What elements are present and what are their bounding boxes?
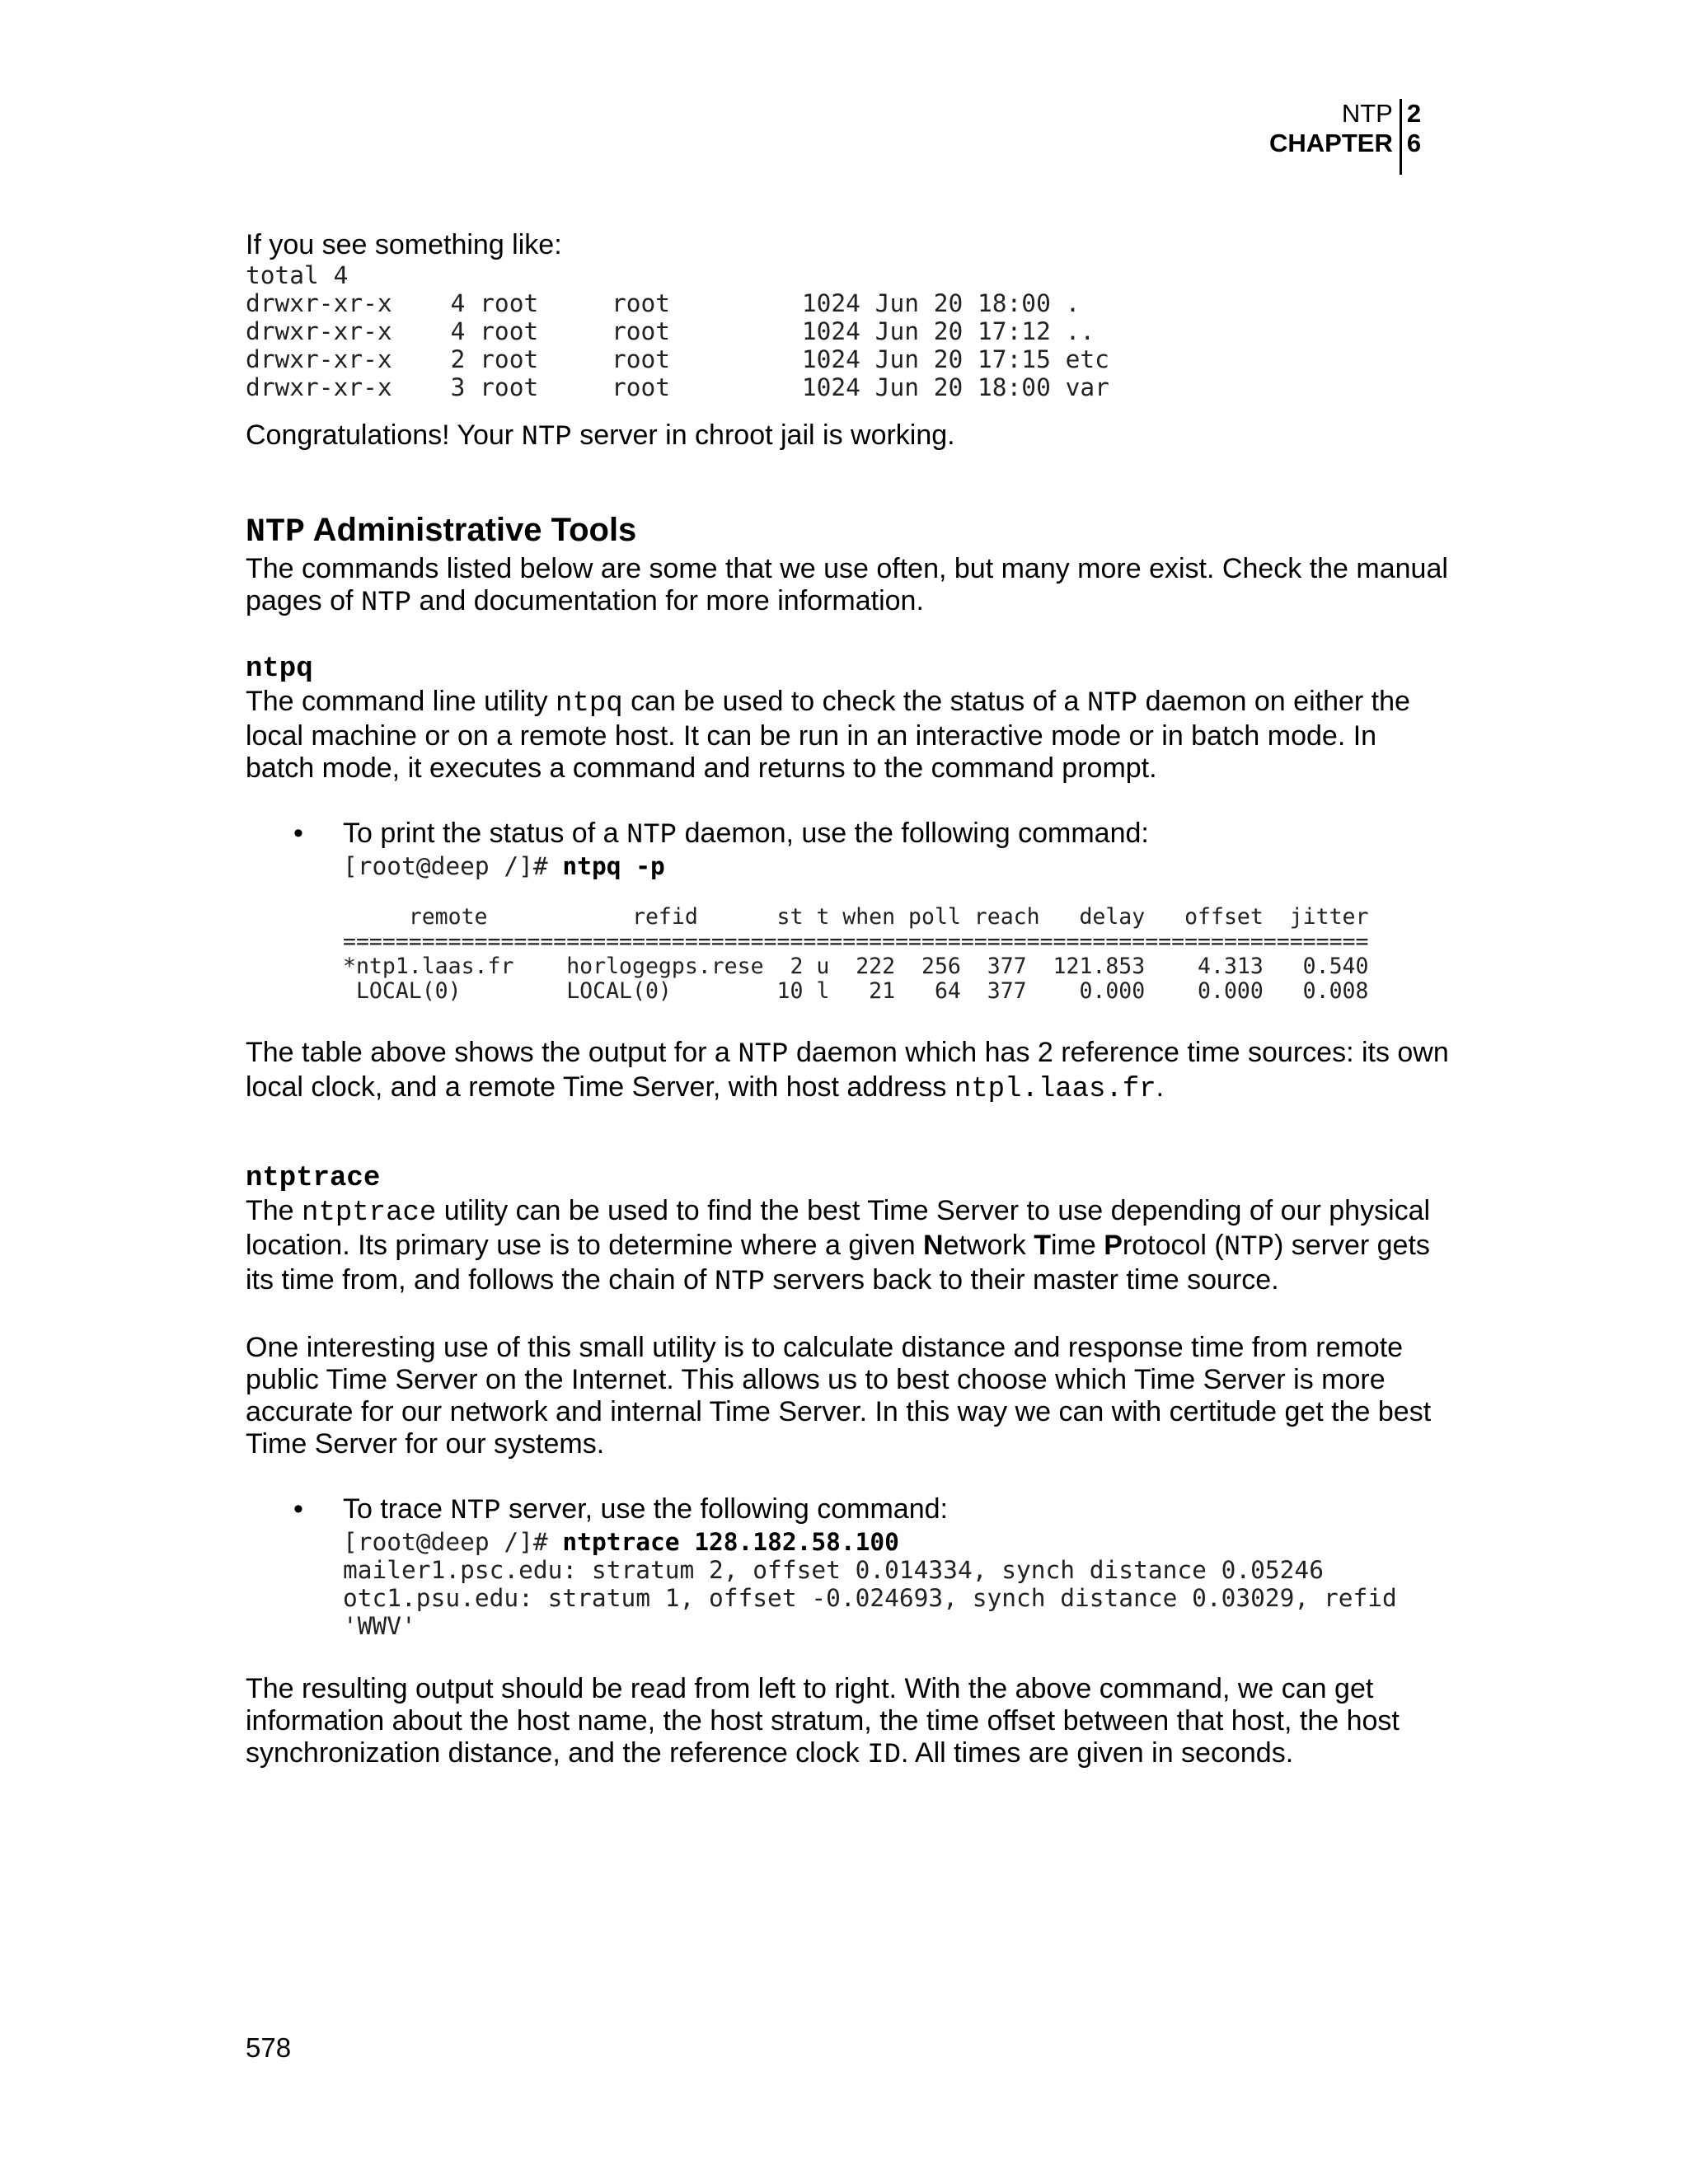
ntptrace-use-paragraph: One interesting use of this small utility is to calculate distance and response time from remote public Time Server on the Internet. This allows us to best choose which Time Server is more accurate for our network and internal Time Server. In this way we can with certitude get the best Time Server for our systems.: [246, 1332, 1432, 1460]
ntptrace-command: [root@deep /]# ntptrace 128.182.58.100: [343, 1528, 899, 1556]
ntpq-heading: ntpq: [246, 654, 313, 685]
chapter-number-2: 6: [1406, 129, 1422, 157]
congrats-paragraph: Congratulations! Your NTP server in chroot jail is working.: [246, 419, 955, 453]
section-title: NTP Administrative Tools: [246, 512, 637, 551]
page-body: [246, 229, 1449, 1772]
header-title: NTP: [1341, 99, 1393, 128]
ntpq-output: remote refid st t when poll reach delay offset jitter ============================================================================== *ntp1.laas.fr horlogegps.rese 2 u 222 256 377 121.853 4.313 0.540 LOCAL(0) LOCAL(0) 10 l 21 64 377 0.000 0.000 0.008: [343, 904, 1369, 1004]
header-chapter-label: CHAPTER: [1269, 129, 1393, 157]
bullet-icon: •: [293, 1493, 303, 1525]
ntpq-explanation: The table above shows the output for a NTP daemon which has 2 reference time sources: its own local clock, and a remote Time Server, with host address ntpl.laas.fr.: [246, 1037, 1449, 1105]
ntptrace-result-explanation: The resulting output should be read from left to right. With the above command, we can get information about the host name, the host stratum, the time offset between that host, the host synchronization distance, and the reference clock ID. All times are given in seconds.: [246, 1673, 1400, 1771]
ntptrace-description: The ntptrace utility can be used to find the best Time Server to use depending of our physical location. Its primary use is to determine where a given Network Time Protocol (NTP) server gets its time from, and follows the chain of NTP servers back to their master time source.: [246, 1195, 1431, 1298]
intro-lead: If you see something like:: [246, 229, 562, 260]
page-number: 578: [246, 2032, 292, 2063]
ntptrace-bullet: [246, 1493, 1449, 1640]
ntpq-description: The command line utility ntpq can be used to check the status of a NTP daemon on either the local machine or on a remote host. It can be run in an interactive mode or in batch mode. In batch mode, it executes a command and returns to the command prompt.: [246, 686, 1410, 784]
header-labels: [1269, 99, 1400, 158]
ntpq-bullet-text: To print the status of a NTP daemon, use the following command:: [343, 818, 1149, 851]
chapter-number-1: 2: [1406, 99, 1422, 128]
ntptrace-bullet-text: To trace NTP server, use the following command:: [343, 1493, 948, 1527]
bullet-icon: •: [293, 818, 303, 849]
ntptrace-output: mailer1.psc.edu: stratum 2, offset 0.014334, synch distance 0.05246 otc1.psu.edu: stratum 1, offset -0.024693, synch distance 0.03029, refid 'WWV': [343, 1556, 1397, 1640]
ntpq-command: [root@deep /]# ntpq -p: [343, 852, 665, 880]
ntpq-bullet: [246, 818, 1449, 1004]
page-header: [1269, 99, 1421, 175]
ntptrace-heading: ntptrace: [246, 1163, 381, 1194]
section-intro: The commands listed below are some that we use often, but many more exist. Check the manual pages of NTP and documentation for more information.: [246, 553, 1448, 619]
header-chapter-number: [1402, 99, 1421, 158]
directory-listing: total 4 drwxr-xr-x 4 root root 1024 Jun 20 18:00 . drwxr-xr-x 4 root root 1024 Jun 20 17:12 .. drwxr-xr-x 2 root root 1024 Jun 20 17:15 etc drwxr-xr-x 3 root root 1024 Jun 20 18:00 var: [246, 261, 1109, 401]
